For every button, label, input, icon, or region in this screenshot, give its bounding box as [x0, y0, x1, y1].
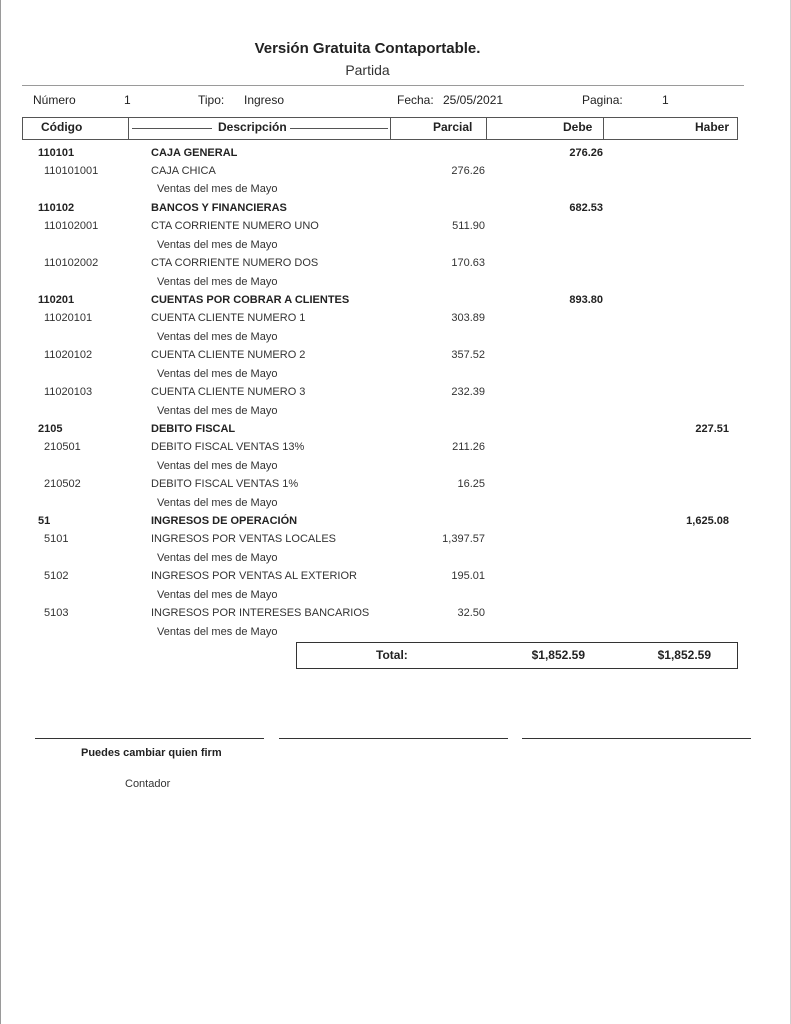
table-row — [0, 570, 791, 588]
row-description: CAJA CHICA — [151, 165, 216, 177]
row-memo: Ventas del mes de Mayo — [157, 331, 278, 343]
row-haber: 227.51 — [695, 423, 729, 435]
row-memo: Ventas del mes de Mayo — [157, 626, 278, 638]
table-row — [0, 533, 791, 551]
header-parcial: Parcial — [433, 120, 473, 134]
row-description: INGRESOS POR VENTAS AL EXTERIOR — [151, 570, 357, 582]
header-separator — [22, 85, 744, 86]
row-code: 110101001 — [44, 165, 99, 177]
row-code: 51 — [38, 515, 51, 527]
row-parcial: 32.50 — [457, 607, 485, 619]
header-debe: Debe — [563, 120, 593, 134]
row-description: CAJA GENERAL — [151, 147, 238, 159]
signature-name: Puedes cambiar quien firm — [81, 747, 222, 759]
signature-line-1 — [35, 738, 264, 739]
row-code: 5102 — [44, 570, 69, 582]
row-debe: 276.26 — [569, 147, 603, 159]
total-debe: $1,852.59 — [531, 648, 585, 662]
table-row — [0, 497, 791, 515]
row-parcial: 211.26 — [452, 441, 485, 453]
header-divider-parcial — [486, 117, 487, 140]
row-parcial: 16.25 — [457, 478, 485, 490]
header-descripcion: Descripción — [218, 120, 287, 134]
row-memo: Ventas del mes de Mayo — [157, 276, 278, 288]
document-subtitle: Partida — [345, 62, 390, 78]
row-parcial: 170.63 — [451, 257, 485, 269]
row-description: INGRESOS POR INTERESES BANCARIOS — [151, 607, 370, 619]
table-row — [0, 312, 791, 330]
row-code: 110102 — [38, 202, 75, 214]
numero-label: Número — [33, 93, 76, 107]
header-divider-codigo — [128, 117, 129, 140]
table-row — [0, 423, 791, 441]
row-parcial: 303.89 — [451, 312, 485, 324]
row-code: 210501 — [44, 441, 81, 453]
row-description: INGRESOS DE OPERACIÓN — [151, 515, 298, 527]
fecha-label: Fecha: — [397, 93, 434, 107]
table-row — [0, 386, 791, 404]
row-description: CUENTA CLIENTE NUMERO 1 — [151, 312, 306, 324]
table-row — [0, 165, 791, 183]
header-codigo: Código — [41, 120, 83, 134]
signature-role: Contador — [125, 778, 171, 790]
row-description: CUENTA CLIENTE NUMERO 3 — [151, 386, 306, 398]
row-parcial: 511.90 — [452, 220, 485, 232]
table-row — [0, 239, 791, 257]
table-row — [0, 257, 791, 275]
row-parcial: 232.39 — [451, 386, 485, 398]
descripcion-rule-right — [290, 128, 388, 129]
table-row — [0, 349, 791, 367]
header-divider-debe — [603, 117, 604, 140]
table-row — [0, 202, 791, 220]
table-row — [0, 607, 791, 625]
row-description: DEBITO FISCAL VENTAS 1% — [151, 478, 299, 490]
row-memo: Ventas del mes de Mayo — [157, 552, 278, 564]
row-parcial: 357.52 — [451, 349, 485, 361]
row-debe: 682.53 — [569, 202, 603, 214]
table-row — [0, 478, 791, 496]
row-code: 210502 — [44, 478, 81, 490]
pagina-value: 1 — [662, 93, 669, 107]
document-title: Versión Gratuita Contaportable. — [254, 40, 481, 57]
header-haber: Haber — [695, 120, 730, 134]
total-label: Total: — [376, 648, 408, 662]
row-code: 110101 — [38, 147, 75, 159]
row-memo: Ventas del mes de Mayo — [157, 460, 278, 472]
total-haber: $1,852.59 — [657, 648, 711, 662]
row-description: CTA CORRIENTE NUMERO DOS — [151, 257, 319, 269]
table-row — [0, 294, 791, 312]
row-memo: Ventas del mes de Mayo — [157, 368, 278, 380]
row-description: BANCOS Y FINANCIERAS — [151, 202, 287, 214]
row-code: 5101 — [44, 533, 69, 545]
table-row — [0, 276, 791, 294]
signature-line-3 — [522, 738, 751, 739]
row-parcial: 276.26 — [451, 165, 485, 177]
descripcion-rule-left — [132, 128, 212, 129]
row-debe: 893.80 — [569, 294, 603, 306]
row-code: 110102001 — [44, 220, 99, 232]
tipo-label: Tipo: — [198, 93, 225, 107]
row-description: DEBITO FISCAL VENTAS 13% — [151, 441, 305, 453]
numero-value: 1 — [124, 93, 131, 107]
table-row — [0, 552, 791, 570]
header-divider-descripcion — [390, 117, 391, 140]
table-row — [0, 331, 791, 349]
table-row — [0, 515, 791, 533]
row-memo: Ventas del mes de Mayo — [157, 497, 278, 509]
row-parcial: 1,397.57 — [442, 533, 485, 545]
row-memo: Ventas del mes de Mayo — [157, 405, 278, 417]
row-description: INGRESOS POR VENTAS LOCALES — [151, 533, 337, 545]
row-memo: Ventas del mes de Mayo — [157, 589, 278, 601]
table-row — [0, 147, 791, 165]
row-code: 11020103 — [44, 386, 93, 398]
tipo-value: Ingreso — [244, 93, 285, 107]
table-row — [0, 368, 791, 386]
row-haber: 1,625.08 — [686, 515, 729, 527]
row-memo: Ventas del mes de Mayo — [157, 183, 278, 195]
row-description: DEBITO FISCAL — [151, 423, 236, 435]
table-row — [0, 589, 791, 607]
row-code: 11020102 — [44, 349, 93, 361]
row-code: 110102002 — [44, 257, 99, 269]
table-row — [0, 441, 791, 459]
row-memo: Ventas del mes de Mayo — [157, 239, 278, 251]
table-row — [0, 460, 791, 478]
table-row — [0, 183, 791, 201]
row-parcial: 195.01 — [451, 570, 485, 582]
row-code: 5103 — [44, 607, 69, 619]
row-description: CUENTA CLIENTE NUMERO 2 — [151, 349, 306, 361]
row-description: CTA CORRIENTE NUMERO UNO — [151, 220, 319, 232]
table-row — [0, 220, 791, 238]
row-description: CUENTAS POR COBRAR A CLIENTES — [151, 294, 350, 306]
row-code: 2105 — [38, 423, 63, 435]
table-row — [0, 405, 791, 423]
row-code: 11020101 — [44, 312, 93, 324]
row-code: 110201 — [38, 294, 75, 306]
fecha-value: 25/05/2021 — [443, 93, 504, 107]
signature-line-2 — [279, 738, 508, 739]
pagina-label: Pagina: — [582, 93, 623, 107]
